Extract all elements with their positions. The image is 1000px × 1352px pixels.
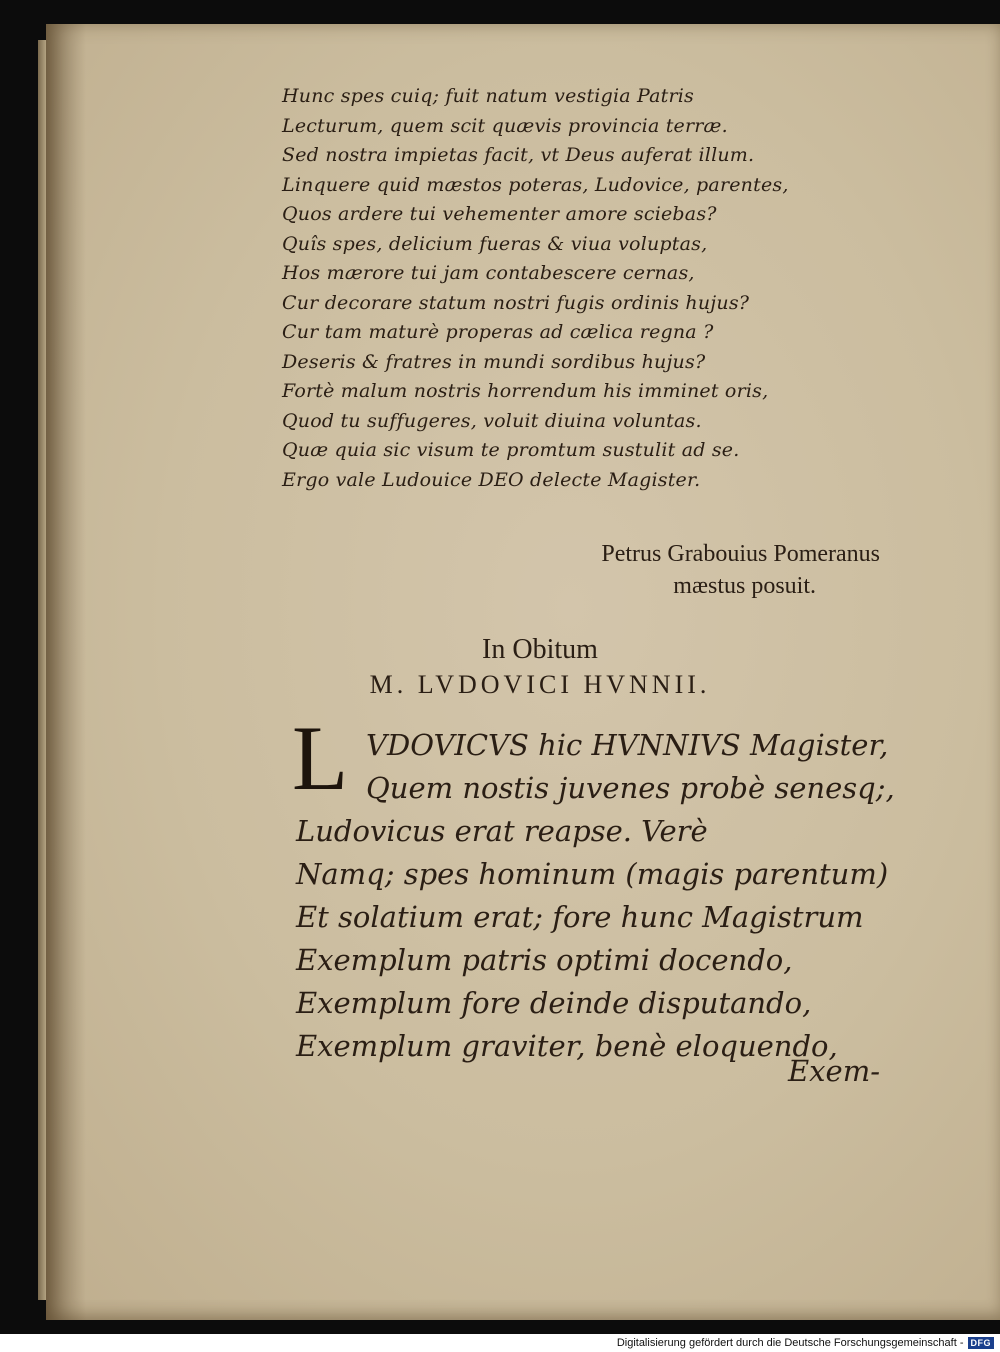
catchword	[680, 1054, 880, 1088]
elegy-verse	[282, 82, 842, 495]
heading-line-1: In Obitum	[482, 634, 598, 665]
verse-line: Exemplum graviter, benè eloquendo,	[296, 1029, 838, 1063]
heading-line-2: M. LVDOVICI HVNNII.	[369, 670, 711, 699]
verse-line: Et solatium erat; fore hunc Magistrum	[296, 900, 864, 934]
verse-line: Cur tam maturè properas ad cælica regna ?	[282, 321, 714, 343]
dfg-logo[interactable]: DFG	[968, 1337, 995, 1349]
author-signature	[460, 538, 880, 602]
funding-footer	[0, 1334, 1000, 1352]
verse-line: Quod tu suffugeres, voluit diuina voluntas.	[282, 409, 702, 432]
verse-line: Quem nostis juvenes probè senesq;,	[366, 771, 895, 805]
memorial-verse	[296, 724, 896, 1068]
author-note: mæstus posuit.	[673, 573, 816, 599]
verse-line: Hos mærore tui jam contabescere cernas,	[282, 262, 695, 284]
verse-line: Exemplum fore deinde disputando,	[296, 986, 812, 1020]
catchword-text: Exem-	[788, 1054, 880, 1088]
verse-line: VDOVICVS hic HVNNIVS Magister,	[366, 728, 889, 762]
verse-line: Linquere quid mæstos poteras, Ludovice, parentes,	[282, 173, 789, 196]
verse-line: Namq; spes hominum (magis parentum)	[296, 857, 889, 891]
verse-line: Quîs spes, delicium fueras & viua voluptas,	[282, 232, 708, 255]
gutter-shadow	[46, 24, 86, 1320]
author-name: Petrus Grabouius Pomeranus	[601, 541, 880, 567]
verse-line: Quos ardere tui vehementer amore sciebas?	[282, 203, 717, 225]
verse-line: Deseris & fratres in mundi sordibus hujus?	[282, 350, 706, 373]
poem-heading	[300, 632, 780, 702]
funding-text: Digitalisierung gefördert durch die Deutsche Forschungsgemeinschaft -	[616, 1337, 964, 1349]
verse-line: Fortè malum nostris horrendum his imminet oris,	[282, 380, 769, 402]
verse-line: Lecturum, quem scit quævis provincia terræ.	[282, 114, 728, 137]
verse-line: Ludovicus erat reapse. Verè	[296, 814, 708, 848]
verse-line: Quæ quia sic visum te promtum sustulit ad se.	[282, 439, 740, 461]
verse-line: Hunc spes cuiq; fuit natum vestigia Patris	[282, 85, 694, 107]
drop-cap: L	[292, 707, 349, 809]
verse-line: Exemplum patris optimi docendo,	[296, 943, 793, 977]
verse-line: Sed nostra impietas facit, vt Deus auferat illum.	[282, 144, 755, 166]
verse-line: Ergo vale Ludouice DEO delecte Magister.	[282, 468, 701, 491]
verse-line: Cur decorare statum nostri fugis ordinis hujus?	[282, 291, 750, 314]
